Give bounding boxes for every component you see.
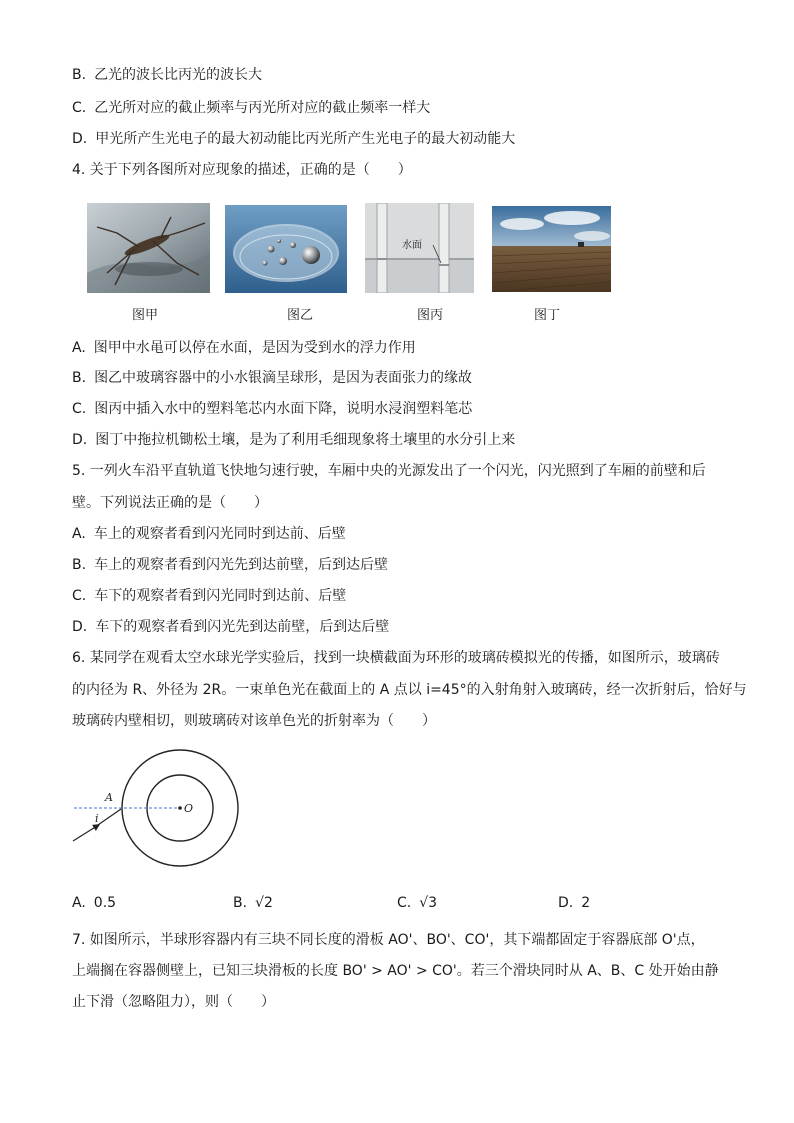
q4-option-a [72, 338, 416, 358]
option-text: √3 [419, 895, 438, 911]
figure-caption-yi: 图乙 [286, 308, 313, 323]
q5-option-c [72, 586, 346, 606]
q3-option-c [72, 98, 430, 118]
option-label: A. [72, 340, 86, 356]
option-label: D. [558, 895, 574, 911]
water-strider-photo [87, 203, 210, 293]
q7-stem-line-1: 7. 如图所示，半球形容器内有三块不同长度的滑板 AO'、BO'、CO'，其下端都固定于容器底部 O'点， [72, 932, 705, 948]
q6-stem-line-1: 6. 某同学在观看太空水球光学实验后，找到一块横截面为环形的玻璃砖模拟光的传播，如图所示，玻璃砖 [72, 650, 720, 666]
q6-option-c [397, 893, 437, 913]
q7-stem-line-3: 止下滑（忽略阻力），则（ ） [72, 994, 275, 1010]
option-label: D. [72, 619, 88, 635]
option-text: 2 [581, 895, 591, 911]
option-text: 甲光所产生光电子的最大初动能比丙光所产生光电子的最大初动能大 [95, 131, 516, 147]
q5-option-b [72, 555, 388, 575]
q5-stem-line-1: 5. 一列火车沿平直轨道飞快地匀速行驶，车厢中央的光源发出了一个闪光，闪光照到了车厢的前壁和后 [72, 463, 706, 479]
q3-option-b [72, 65, 262, 85]
q5-option-a [72, 524, 346, 544]
option-label: A. [72, 526, 86, 542]
figure-caption-jia: 图甲 [131, 308, 158, 323]
option-label: C. [72, 100, 87, 116]
center-point [178, 806, 182, 810]
option-text: 乙光的波长比丙光的波长大 [94, 67, 263, 83]
option-text: 图丙中插入水中的塑料笔芯内水面下降，说明水浸润塑料笔芯 [94, 401, 473, 417]
q3-option-d [72, 129, 515, 149]
ring-glass-diagram [62, 738, 252, 874]
option-text: 车下的观察者看到闪光同时到达前、后壁 [94, 588, 347, 604]
point-a-label: A [105, 791, 113, 804]
water-surface-label: 水面 [402, 240, 422, 251]
angle-i-label: i [95, 812, 99, 825]
q5-option-d [72, 617, 389, 637]
q5-stem-line-2: 壁。下列说法正确的是（ ） [72, 495, 268, 511]
figure-caption-ding: 图丁 [533, 308, 560, 323]
option-text: √2 [255, 895, 273, 911]
option-text: 乙光所对应的截止频率与丙光所对应的截止频率一样大 [94, 100, 431, 116]
q4-option-c [72, 399, 472, 419]
q6-stem-line-2: 的内径为 R、外径为 2R。一束单色光在截面上的 A 点以 i=45°的入射角射入玻璃砖，经一次折射后，恰好与 [72, 682, 747, 698]
option-text: 图甲中水黾可以停在水面，是因为受到水的浮力作用 [93, 340, 416, 356]
option-label: C. [397, 895, 412, 911]
option-label: C. [72, 401, 87, 417]
option-text: 图乙中玻璃容器中的小水银滴呈球形，是因为表面张力的缘故 [94, 370, 473, 386]
option-label: B. [72, 67, 87, 83]
option-label: B. [72, 557, 87, 573]
q6-option-a [72, 893, 116, 913]
mercury-droplets-photo [225, 205, 347, 293]
figure-caption-bing: 图丙 [416, 308, 443, 323]
option-text: 车上的观察者看到闪光同时到达前、后壁 [93, 526, 346, 542]
option-label: B. [233, 895, 248, 911]
option-label: D. [72, 432, 88, 448]
option-label: C. [72, 588, 87, 604]
option-label: D. [72, 131, 88, 147]
option-label: B. [72, 370, 87, 386]
option-text: 车下的观察者看到闪光先到达前壁，后到达后壁 [95, 619, 390, 635]
option-text: 0.5 [93, 895, 117, 911]
q6-option-d [558, 893, 590, 913]
option-text: 车上的观察者看到闪光先到达前壁，后到达后壁 [94, 557, 389, 573]
q4-option-d [72, 430, 515, 450]
q7-stem-line-2: 上端搁在容器侧壁上，已知三块滑板的长度 BO' > AO' > CO'。若三个滑块同时从 A、B、C 处开始由静 [72, 963, 719, 979]
center-o-label: O [184, 802, 194, 815]
q4-stem: 4. 关于下列各图所对应现象的描述，正确的是（ ） [72, 162, 412, 178]
incident-ray [73, 826, 97, 841]
option-label: A. [72, 895, 86, 911]
incident-ray-end [95, 809, 121, 827]
q6-option-b [233, 893, 273, 913]
tractor-field-photo [492, 206, 611, 292]
option-text: 图丁中拖拉机锄松土壤，是为了利用毛细现象将土壤里的水分引上来 [95, 432, 516, 448]
q6-stem-line-3: 玻璃砖内壁相切，则玻璃砖对该单色光的折射率为（ ） [72, 713, 436, 729]
q4-option-b [72, 368, 472, 388]
tube-in-water-photo [365, 203, 474, 293]
